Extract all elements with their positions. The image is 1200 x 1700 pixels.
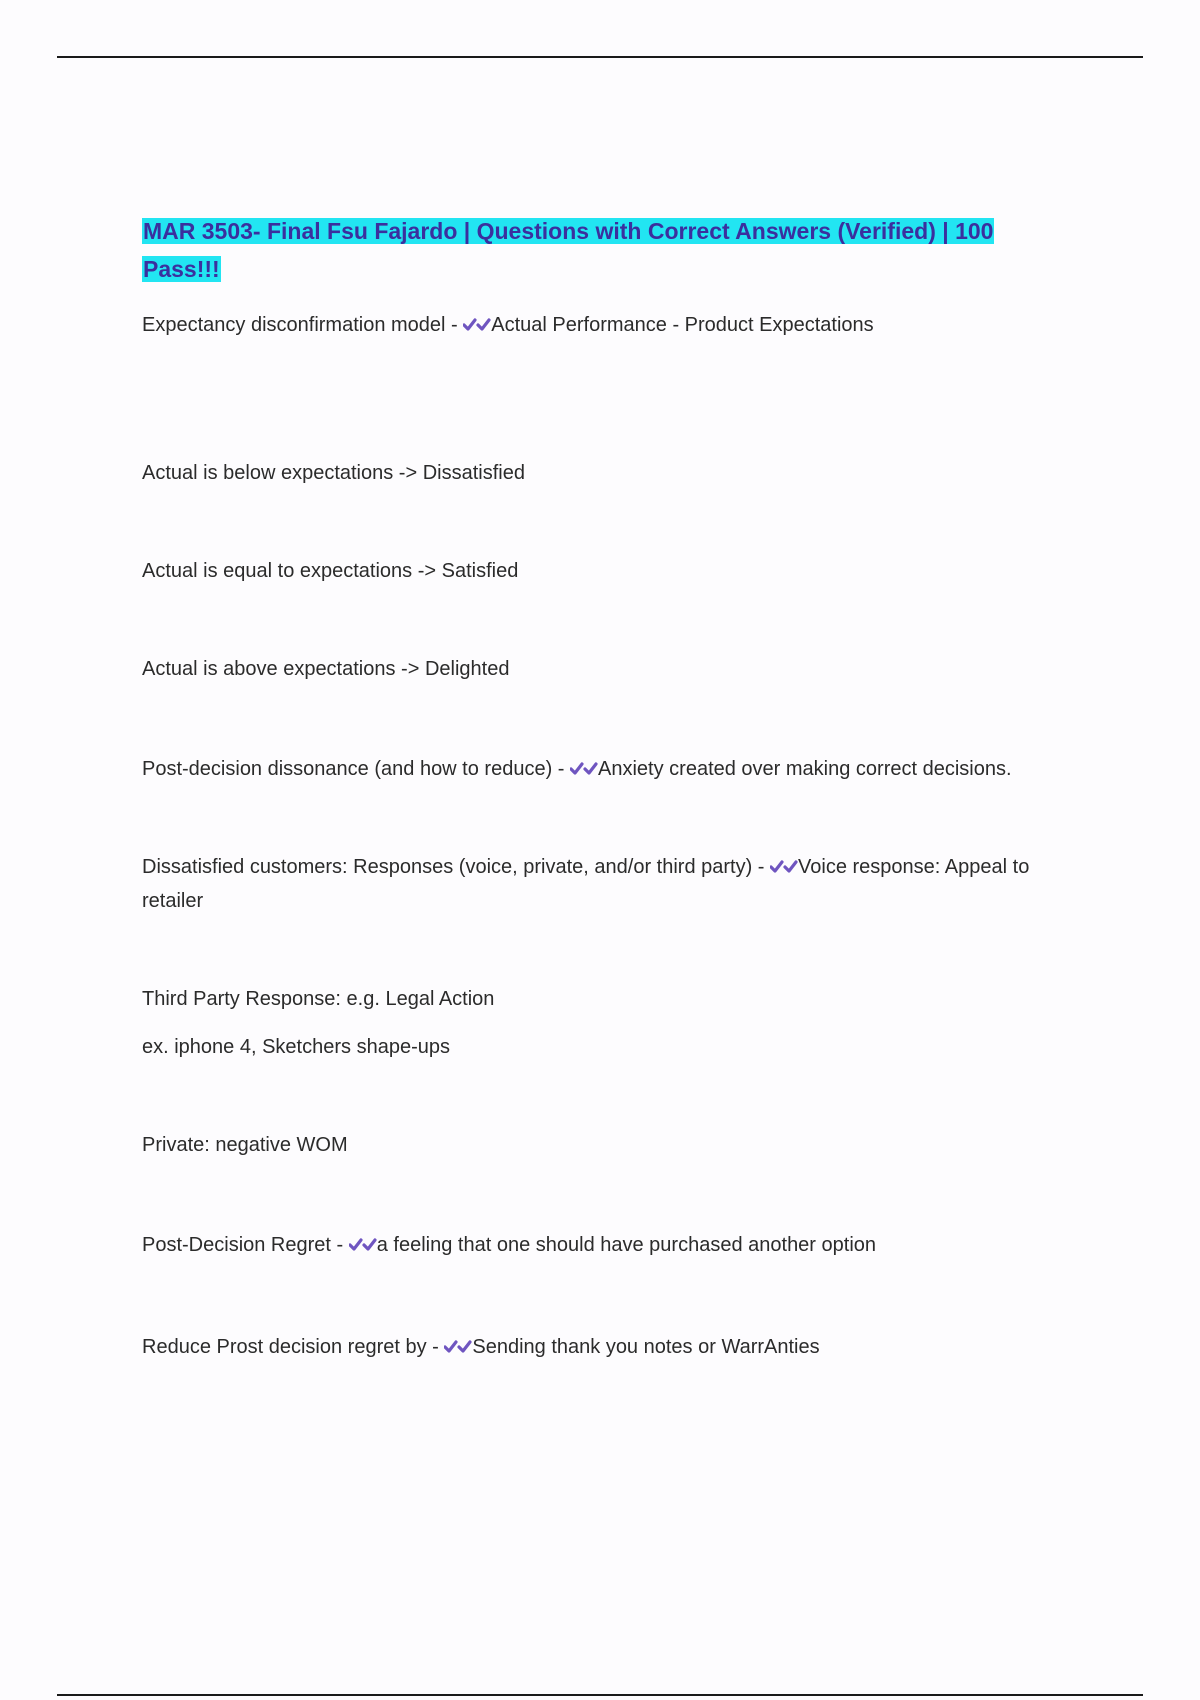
double-check-icon [770, 855, 798, 877]
entry-term: Reduce Prost decision regret by - [142, 1336, 445, 1358]
entry-reduce-regret [142, 1330, 1042, 1364]
entry-answer: Actual Performance - Product Expectations [491, 314, 874, 336]
entry-term: Post-Decision Regret - [142, 1234, 349, 1256]
double-check-icon [349, 1233, 377, 1255]
entry-term: Dissatisfied customers: Responses (voice, private, and/or third party) - [142, 856, 771, 878]
top-rule [57, 56, 1143, 58]
bottom-rule [57, 1694, 1143, 1696]
entry-answer: a feeling that one should have purchased another option [376, 1234, 877, 1256]
entry-term: Expectancy disconfirmation model - [142, 314, 464, 336]
note-above: Actual is above expectations -> Delighted [142, 658, 510, 680]
title-highlight: MAR 3503- Final Fsu Fajardo | Questions with Correct Answers (Verified) | 100 Pass!!! [143, 218, 994, 282]
entry-term: Post-decision dissonance (and how to reduce) - [142, 758, 571, 780]
double-check-icon [463, 313, 491, 335]
note-equal: Actual is equal to expectations -> Satisfied [142, 560, 519, 582]
document-content [142, 212, 1042, 1364]
entry-answer: Anxiety created over making correct decisions. [598, 758, 1012, 780]
document-title [142, 212, 1042, 288]
note-below: Actual is below expectations -> Dissatisfied [142, 462, 525, 484]
entry-post-decision-dissonance [142, 752, 1042, 786]
entry-dissatisfied-customers [142, 850, 1042, 918]
note-third-party: Third Party Response: e.g. Legal Action [142, 988, 495, 1010]
entry-expectancy [142, 308, 1042, 342]
note-examples: ex. iphone 4, Sketchers shape-ups [142, 1036, 450, 1058]
entry-answer: Sending thank you notes or WarrAnties [472, 1336, 820, 1358]
double-check-icon [570, 757, 598, 779]
entry-post-decision-regret [142, 1228, 1042, 1262]
note-private: Private: negative WOM [142, 1134, 348, 1156]
entry-answer: Voice response: Appeal to retailer [142, 856, 1030, 912]
double-check-icon [444, 1335, 472, 1357]
